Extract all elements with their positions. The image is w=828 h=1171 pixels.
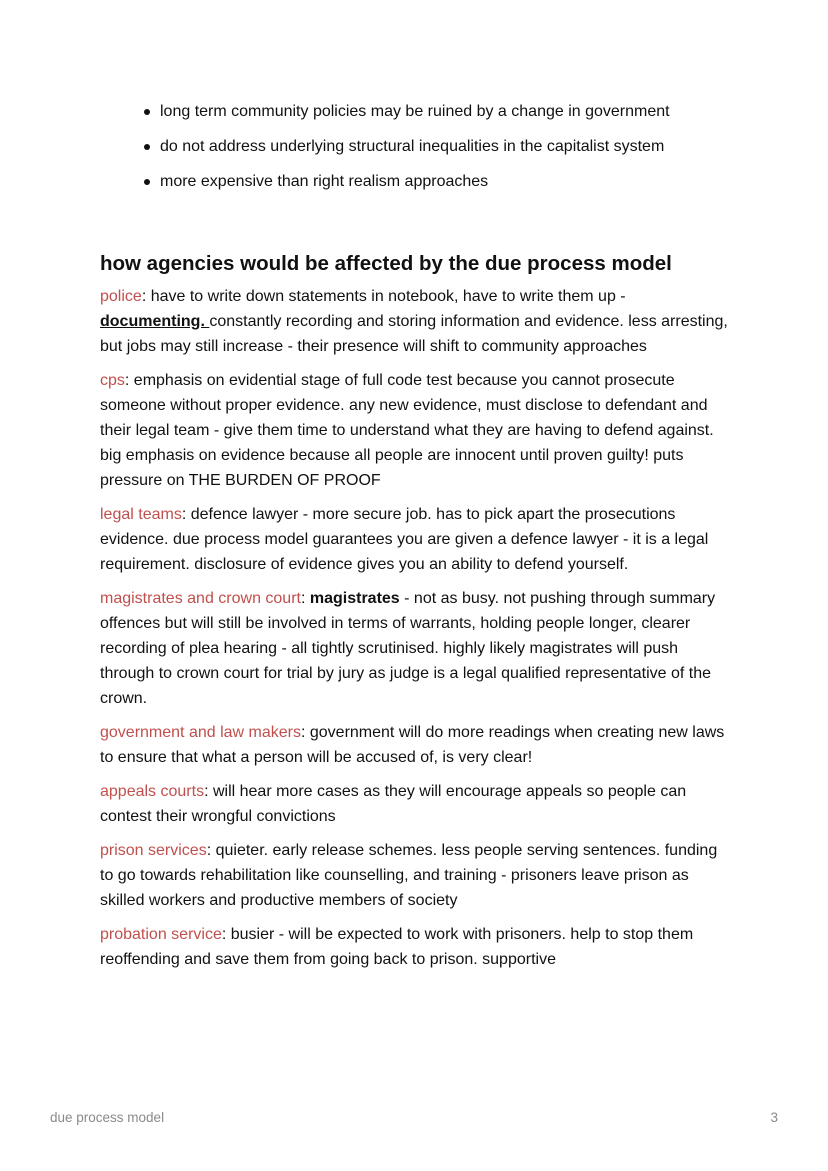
courts-colon: : (300, 590, 310, 607)
probation-paragraph (100, 922, 730, 972)
bullet-icon (144, 144, 150, 150)
bullet-text: long term community policies may be ruined by a change in government (160, 103, 670, 120)
bullet-list (100, 98, 740, 203)
police-paragraph (100, 284, 730, 359)
legal-teams-text: : defence lawyer - more secure job. has to pick apart the prosecutions evidence. due process model guarantees you are given a defence lawyer - it is a legal requirement. disclosure of evidence gives you an ability to defend yourself. (100, 506, 709, 573)
page-number: 3 (770, 1110, 778, 1125)
list-item (100, 168, 740, 196)
cps-term: cps (100, 372, 125, 389)
probation-term: probation service (100, 926, 222, 943)
police-text-b: constantly recording and storing information and evidence. less arresting, but jobs may still increase - their presence will shift to community approaches (100, 313, 728, 355)
appeals-paragraph (100, 779, 730, 829)
courts-paragraph (100, 586, 730, 711)
section-heading: how agencies would be affected by the due process model (100, 252, 672, 275)
legal-teams-term: legal teams (100, 506, 182, 523)
prison-paragraph (100, 838, 730, 913)
bullet-text: do not address underlying structural inequalities in the capitalist system (160, 138, 665, 155)
courts-text: - not as busy. not pushing through summary offences but will still be involved in terms of warrants, holding people longer, clearer recording of plea hearing - all tightly scrutinised. highly likely magistrates will push through to crown court for trial by jury as judge is a legal qualified representative of the crown. (100, 590, 716, 707)
legal-teams-paragraph (100, 502, 730, 577)
police-term: police (100, 288, 142, 305)
government-paragraph (100, 720, 730, 770)
list-item (100, 98, 740, 126)
courts-term: magistrates and crown court (100, 590, 301, 607)
list-item (100, 133, 740, 161)
probation-text: : busier - will be expected to work with prisoners. help to stop them reoffending and save them from going back to prison. supportive (100, 926, 694, 968)
appeals-term: appeals courts (100, 783, 205, 800)
appeals-text: : will hear more cases as they will encourage appeals so people can contest their wrongful convictions (100, 783, 687, 825)
documenting-emphasis: documenting. (100, 313, 210, 330)
agency-sections (100, 284, 730, 981)
cps-paragraph (100, 368, 730, 493)
magistrates-emphasis: magistrates (309, 590, 400, 607)
cps-text: : emphasis on evidential stage of full code test because you cannot prosecute someone without proper evidence. any new evidence, must disclose to defendant and their legal team - give them time to understand what they are having to defend against. big emphasis on evidence because all people are innocent until proven guilty! puts pressure on THE BURDEN OF PROOF (100, 372, 714, 489)
prison-term: prison services (100, 842, 207, 859)
footer-title: due process model (50, 1110, 165, 1125)
bullet-icon (144, 179, 150, 185)
bullet-icon (144, 109, 150, 115)
bullet-text: more expensive than right realism approaches (160, 173, 489, 190)
government-term: government and law makers (100, 724, 301, 741)
government-text: : government will do more readings when creating new laws to ensure that what a person will be accused of, is very clear! (100, 724, 725, 766)
prison-text: : quieter. early release schemes. less people serving sentences. funding to go towards rehabilitation like counselling, and training - prisoners leave prison as skilled workers and productive members of society (100, 842, 718, 909)
police-text-a: : have to write down statements in notebook, have to write them up - (141, 288, 626, 305)
